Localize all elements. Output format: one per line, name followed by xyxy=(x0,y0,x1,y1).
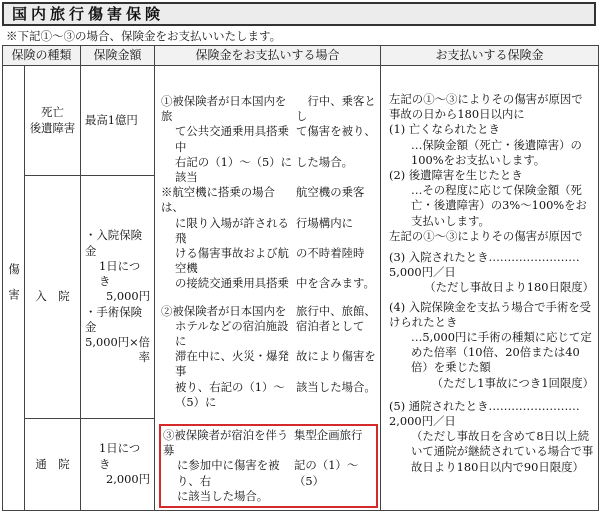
amount-outpatient: 1日につき 2,000円 xyxy=(81,418,155,511)
category-label: 傷害 xyxy=(3,66,25,511)
payment-cell: 左記の①～③によりその傷害が原因で事故の日から180日以内に (1) 亡くなられたとき …保険金額（死亡・後遺障害）の100%をお支払いします。 (2) 後遺障害を生じたとき …その程度に応じて保険金額（死亡・後遺障害）の3%～100%をお支払いします。 左記の①～③によりその傷害が原因で (3) 入院されたとき……………………5,000円／日 （ただし事故日より180日限度） (4) 入院保険金を支払う場合で手術を受けられたとき …5,000円に手術の種類に応じて定めた倍率（10倍、20倍または40倍）を乗じた額 （ただし1事故につき1回限度） (5) 通院されたとき……………………2,000円／日 （ただし事故日を含めて8日以上続いて通院が継続されている場合で事故日より180日以内で90日限度） xyxy=(381,66,599,511)
amount-hospital: ・入院保険金 1日につき 5,000円 ・手術保険金 5,000円×倍率 xyxy=(81,176,155,418)
table-header-row xyxy=(3,46,599,66)
highlighted-case-3: ③被保険者が宿泊を伴う募 集型企画旅行 に参加中に傷害を被り、右 記の（1）～（5） に該当した場合。 xyxy=(159,424,378,508)
page-title: 国内旅行傷害保険 xyxy=(2,2,596,26)
kind-outpatient: 通 院 xyxy=(25,418,81,511)
kind-death xyxy=(25,66,81,176)
kind-hospital: 入 院 xyxy=(25,176,81,418)
header-payment: お支払いする保険金 xyxy=(381,46,599,66)
case-cell: ①被保険者が日本国内を旅 行中、乗客とし て公共交通乗用具搭乗中 て傷害を被り、 右記の（1）～（5）に該当 した場合。 ※航空機に搭乗の場合は、 航空機の乗客 に限り入場が許される飛 行場構内に ける傷害事故および航空機 の不時着陸時 の接続交通乗用具搭乗 中を含みます。 ②被保険者が日本国内を 旅行中、旅館、 ホテルなどの宿泊施設に 宿泊者として 滞在中に、火災・爆発事 故により傷害を 被り、右記の（1）～（5）に 該当した場合。 ③被保険者が宿泊を伴う募 集型企画旅行 に参加中に傷害を被り、右 記の（1）～（5） に該当した場合。 xyxy=(155,66,381,511)
note-text: ※下記①～③の場合、保険金をお支払いいたします。 xyxy=(6,29,282,43)
header-amount: 保険金額 xyxy=(81,46,155,66)
kind-label: 死亡 後遺障害 xyxy=(29,105,76,135)
table-row xyxy=(3,66,599,176)
insurance-table xyxy=(2,45,599,511)
header-case: 保険金をお支払いする場合 xyxy=(155,46,381,66)
header-kind: 保険の種類 xyxy=(3,46,81,66)
amount-death: 最高1億円 xyxy=(81,66,155,176)
